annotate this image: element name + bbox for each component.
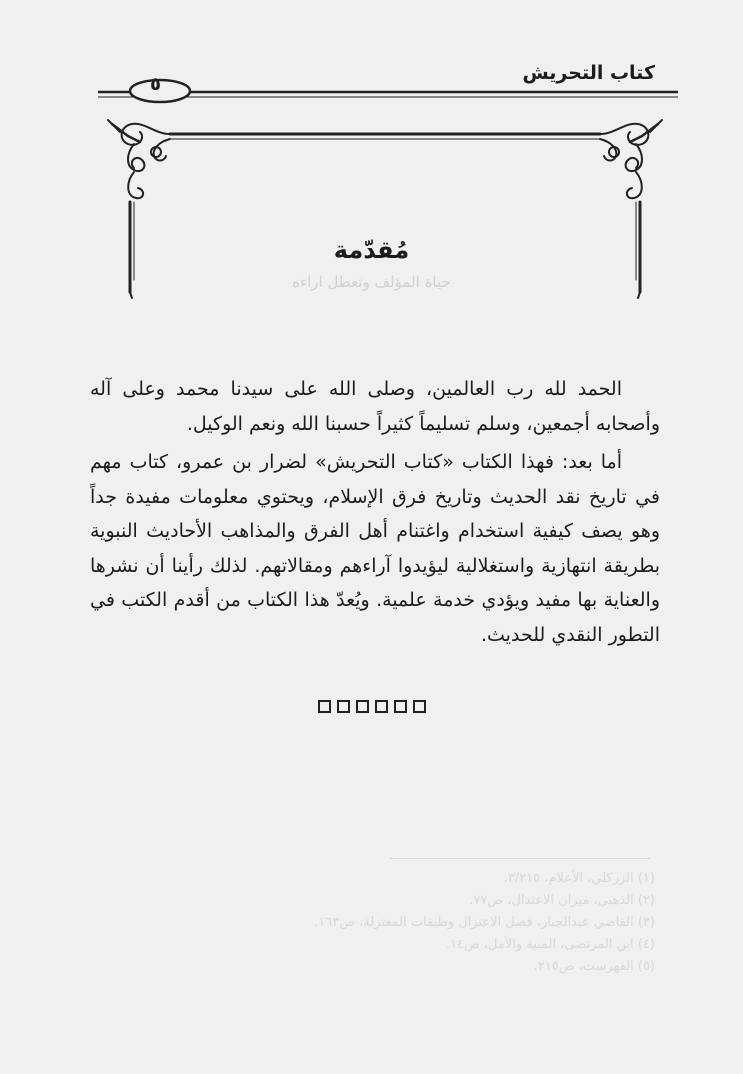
show-through-line: (٥) الفهرست، ص٢١٥. — [533, 959, 655, 974]
chapter-title: مُقدّمة — [333, 236, 410, 264]
show-through-footnotes — [95, 868, 655, 978]
body-text — [90, 372, 660, 656]
show-through-line: (٢) الذهبي، ميزان الاعتدال، ص٧٧. — [469, 893, 655, 908]
ornament-square — [375, 700, 388, 713]
ornament-square — [394, 700, 407, 713]
show-through-line: (٣) القاضي عبدالجبار، فضل الاعتزال وطبقات المعتزلة، ص١٦٣. — [314, 915, 655, 930]
show-through-subtitle: حياة المؤلف وتعطل اراءه — [292, 273, 451, 291]
show-through-footnote-rule — [390, 858, 650, 859]
running-title: كتاب التحريش — [522, 62, 655, 84]
paragraph-introduction: أما بعد: فهذا الكتاب «كتاب التحريش» لضرار بن عمرو، كتاب مهم في تاريخ نقد الحديث وتاريخ فرق الإسلام، ويحتوي معلومات مفيدة جداً وهو يصف كيفية استخدام واغتنام أهل الفرق والمذاهب الأحاديث النبوية بطريقة انتهازية واستغلالية ليؤيدوا آراءهم ومقالاتهم. لذلك رأينا أن نشرها والعناية بها مفيد ويؤدي خدمة علمية. ويُعدّ هذا الكتاب من أقدم الكتب في التطور النقدي للحديث. — [90, 451, 660, 646]
section-end-ornament — [0, 698, 743, 717]
show-through-line: (٤) ابن المرتضى، المنية والأمل، ص١٤. — [445, 937, 655, 952]
ornament-square — [356, 700, 369, 713]
ornament-square — [413, 700, 426, 713]
ornament-square — [337, 700, 350, 713]
show-through-line: (١) الزركلي، الأعلام، ٣/٢١٥. — [503, 871, 655, 886]
ornament-square — [318, 700, 331, 713]
header-rule — [98, 78, 678, 108]
paragraph-opening: الحمد لله رب العالمين، وصلى الله على سيدنا محمد وعلى آله وأصحابه أجمعين، وسلم تسليماً كثيراً حسبنا الله ونعم الوكيل. — [90, 378, 660, 435]
page-number: ٥ — [150, 74, 161, 95]
